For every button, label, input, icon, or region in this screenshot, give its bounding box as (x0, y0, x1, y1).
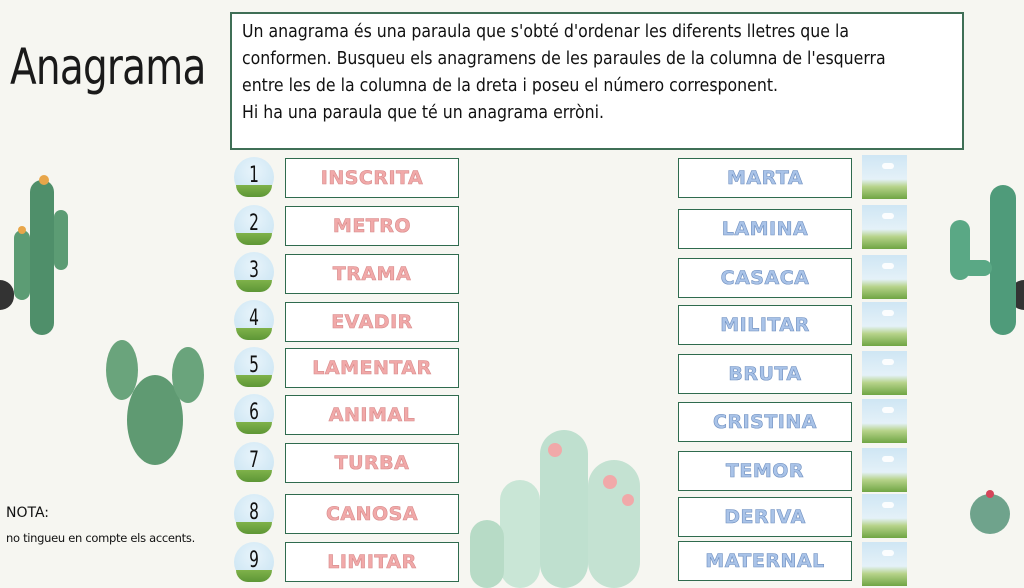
left-word-7: TURBA (285, 443, 459, 483)
cactus-left-round-icon (100, 330, 210, 470)
instructions-line-2: conformen. Busqueu els anagramens de les paraules de la columna de l'esquerra (242, 49, 886, 69)
right-word-6: CRISTINA (678, 402, 852, 442)
left-word-4: EVADIR (285, 302, 459, 342)
left-word-2: METRO (285, 206, 459, 246)
note-title: NOTA: (6, 505, 50, 521)
right-word-7: TEMOR (678, 451, 852, 491)
left-word-6: ANIMAL (285, 395, 459, 435)
number-icon-5 (232, 345, 276, 391)
number-label: 7 (249, 448, 259, 473)
number-icon-1 (232, 155, 276, 201)
answer-slot-3[interactable] (862, 255, 907, 299)
number-icon-4 (232, 298, 276, 344)
cactus-right-tall-icon (942, 180, 1024, 340)
right-word-4: MILITAR (678, 305, 852, 345)
cactus-right-small-icon (966, 488, 1014, 536)
number-icon-3 (232, 250, 276, 296)
left-word-1: INSCRITA (285, 158, 459, 198)
number-label: 8 (249, 500, 259, 525)
answer-slot-5[interactable] (862, 351, 907, 395)
page-title: Anagrama (10, 38, 206, 96)
right-word-9: MATERNAL (678, 541, 852, 581)
number-icon-8 (232, 492, 276, 538)
instructions-line-4: Hi ha una paraula que té un anagrama erròni. (242, 103, 604, 123)
note-text: no tingueu en compte els accents. (6, 531, 195, 545)
left-word-5: LAMENTAR (285, 348, 459, 388)
number-icon-9 (232, 540, 276, 586)
left-word-9: LIMITAR (285, 542, 459, 582)
right-word-3: CASACA (678, 258, 852, 298)
instructions-line-3: entre les de la columna de la dreta i poseu el número corresponent. (242, 76, 778, 96)
answer-slot-9[interactable] (862, 542, 907, 586)
note (6, 505, 195, 545)
answer-slot-8[interactable] (862, 494, 907, 538)
number-label: 1 (249, 163, 259, 188)
answer-slot-2[interactable] (862, 205, 907, 249)
left-word-3: TRAMA (285, 254, 459, 294)
right-word-1: MARTA (678, 158, 852, 198)
number-icon-7 (232, 440, 276, 486)
right-word-5: BRUTA (678, 354, 852, 394)
cactus-center-icon (470, 420, 670, 588)
number-label: 9 (249, 548, 259, 573)
answer-slot-1[interactable] (862, 155, 907, 199)
number-label: 5 (249, 353, 259, 378)
answer-slot-6[interactable] (862, 399, 907, 443)
number-icon-2 (232, 203, 276, 249)
instructions-box (230, 12, 964, 150)
instructions-line-1: Un anagrama és una paraula que s'obté d'ordenar les diferents lletres que la (242, 22, 849, 42)
left-word-8: CANOSA (285, 494, 459, 534)
answer-slot-4[interactable] (862, 302, 907, 346)
number-label: 3 (249, 258, 259, 283)
number-label: 6 (249, 400, 259, 425)
cactus-left-tall-icon (8, 170, 78, 340)
number-icon-6 (232, 392, 276, 438)
number-label: 2 (249, 211, 259, 236)
answer-slot-7[interactable] (862, 448, 907, 492)
number-label: 4 (249, 306, 259, 331)
right-word-8: DERIVA (678, 497, 852, 537)
right-word-2: LAMINA (678, 209, 852, 249)
